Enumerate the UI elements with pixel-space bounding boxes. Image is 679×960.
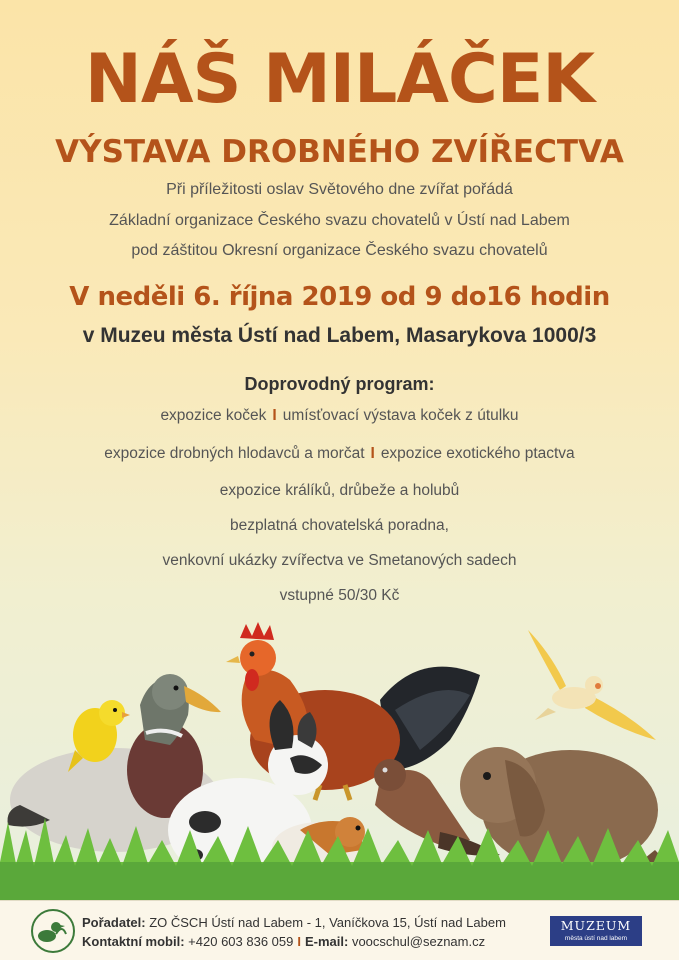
program-item: expozice drobných hlodavců a morčat xyxy=(104,445,365,462)
organizer-value: ZO ČSCH Ústí nad Labem - 1, Vaníčkova 15, Ústí nad Labem xyxy=(149,915,506,930)
program-heading: Doprovodný program: xyxy=(244,374,435,394)
email-value: voocschul@seznam.cz xyxy=(351,934,486,949)
rooster-icon xyxy=(226,622,480,800)
intro-line: pod záštitou Okresní organizace Českého svazu chovatelů xyxy=(131,242,548,259)
footer-separator: I xyxy=(297,934,301,949)
program-separator: I xyxy=(370,445,375,462)
museum-logo-subtitle: města ústí nad labem xyxy=(564,935,628,942)
intro-line: Při příležitosti oslav Světového dne zvířat pořádá xyxy=(166,181,513,198)
museum-logo-name: MUZEUM xyxy=(560,918,632,933)
museum-logo xyxy=(550,916,642,946)
intro-line: Základní organizace Českého svazu chovatelů v Ústí nad Labem xyxy=(109,212,570,229)
program-line xyxy=(0,406,679,426)
animals-illustration xyxy=(0,600,679,900)
email-label: E-mail: xyxy=(304,934,349,949)
admission-price: vstupné 50/30 Kč xyxy=(279,587,400,604)
event-venue: v Muzeu města Ústí nad Labem, Masarykova 1000/3 xyxy=(82,324,597,347)
poster-subtitle: VÝSTAVA DROBNÉHO ZVÍŘECTVA xyxy=(55,134,624,170)
footer-contact xyxy=(82,933,485,950)
event-date: V neděli 6. října 2019 od 9 do16 hodin xyxy=(69,282,610,312)
program-item: umísťovací výstava koček z útulku xyxy=(282,407,519,424)
poster-title: NÁŠ MILÁČEK xyxy=(84,40,595,119)
program-item: bezplatná chovatelská poradna, xyxy=(230,517,449,534)
mobile-label: Kontaktní mobil: xyxy=(82,934,185,949)
chovatel-logo-icon xyxy=(30,908,76,954)
program-item: expozice králíků, drůbeže a holubů xyxy=(219,482,460,499)
mobile-value: +420 603 836 059 xyxy=(188,934,294,949)
program-item: expozice koček xyxy=(160,407,267,424)
program-item: venkovní ukázky zvířectva ve Smetanových sadech xyxy=(162,552,517,569)
organizer-label: Pořadatel: xyxy=(82,915,146,930)
program-separator: I xyxy=(272,407,277,424)
program-item: expozice exotického ptactva xyxy=(380,445,575,462)
cockatiel-icon xyxy=(528,630,656,740)
program-line xyxy=(0,444,679,464)
footer-organizer xyxy=(82,914,506,931)
